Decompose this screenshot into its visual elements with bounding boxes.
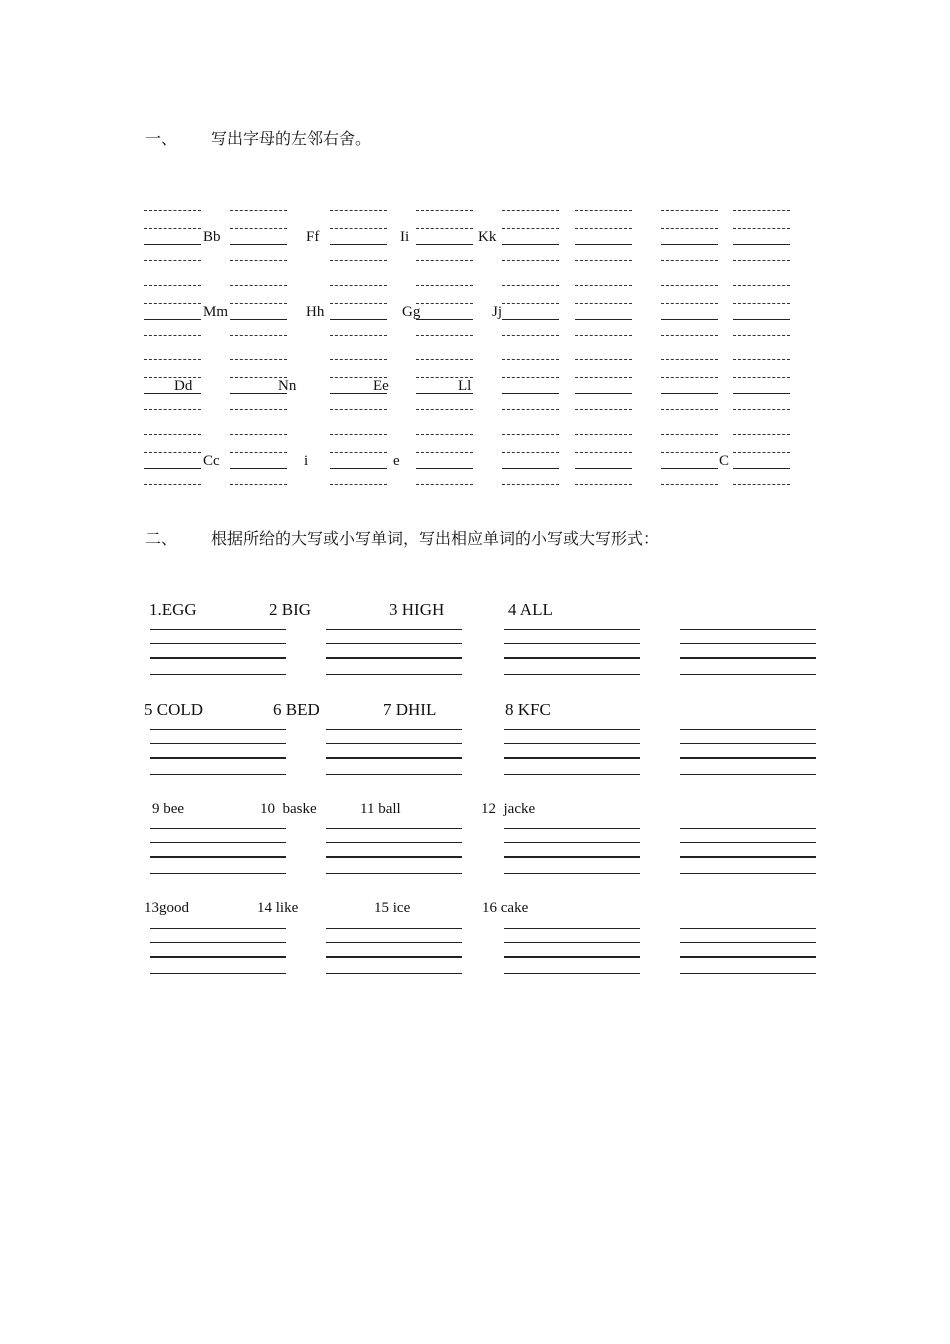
guide-line (661, 468, 718, 469)
word-label: 8 KFC (505, 700, 551, 719)
section-2-heading (145, 526, 659, 549)
word-label: 9 bee (152, 801, 185, 817)
word-writing-guide[interactable] (150, 928, 286, 978)
word-writing-guide[interactable] (150, 729, 286, 779)
letter-writing-guide[interactable] (502, 285, 559, 341)
guide-line (680, 856, 816, 858)
letter-writing-guide[interactable] (144, 285, 201, 341)
guide-line (504, 743, 640, 744)
guide-line (230, 484, 287, 485)
guide-line (661, 260, 718, 261)
letter-label: Kk (478, 229, 497, 245)
guide-line (150, 942, 286, 943)
guide-line (326, 729, 462, 730)
letter-writing-guide[interactable] (230, 210, 287, 266)
guide-line (330, 244, 387, 245)
letter-writing-guide[interactable] (144, 359, 201, 415)
guide-line (575, 260, 632, 261)
guide-line (326, 674, 462, 675)
guide-line (680, 757, 816, 759)
letter-writing-guide[interactable] (230, 434, 287, 490)
guide-line (504, 657, 640, 659)
guide-line (575, 359, 632, 360)
guide-line (150, 757, 286, 759)
word-label: 14 like (257, 900, 299, 916)
letter-label: Gg (402, 304, 421, 320)
guide-line (661, 484, 718, 485)
guide-line (326, 828, 462, 829)
guide-line (416, 434, 473, 435)
guide-line (733, 285, 790, 286)
letter-label: e (393, 453, 400, 469)
guide-line (680, 873, 816, 874)
guide-line (733, 303, 790, 304)
section-2-number: 二、 (145, 531, 178, 548)
guide-line (326, 743, 462, 744)
guide-line (680, 743, 816, 744)
word-label: 4 ALL (508, 600, 553, 619)
guide-line (502, 409, 559, 410)
guide-line (326, 856, 462, 858)
guide-line (680, 643, 816, 644)
word-writing-guide[interactable] (326, 629, 462, 679)
guide-line (575, 285, 632, 286)
word-label: 5 COLD (144, 700, 204, 719)
word-label: 10 baske (260, 801, 317, 817)
guide-line (733, 244, 790, 245)
letter-label: Bb (203, 229, 221, 245)
word-writing-guide[interactable] (150, 629, 286, 679)
guide-line (144, 244, 201, 245)
letter-label: C (719, 453, 730, 469)
letter-label: Jj (492, 304, 503, 320)
guide-line (230, 210, 287, 211)
guide-line (330, 335, 387, 336)
guide-line (230, 409, 287, 410)
guide-line (150, 629, 286, 630)
guide-line (144, 285, 201, 286)
word-label: 12 jacke (481, 801, 536, 817)
letter-writing-guide[interactable] (144, 210, 201, 266)
guide-line (326, 942, 462, 943)
guide-line (504, 757, 640, 759)
guide-line (144, 434, 201, 435)
guide-line (661, 393, 718, 394)
guide-line (504, 856, 640, 858)
guide-line (330, 452, 387, 453)
letter-writing-guide[interactable] (661, 210, 718, 266)
letter-label: i (304, 453, 309, 469)
guide-line (504, 973, 640, 974)
guide-line (575, 409, 632, 410)
guide-line (733, 409, 790, 410)
guide-line (502, 377, 559, 378)
guide-line (150, 643, 286, 644)
guide-line (144, 228, 201, 229)
guide-line (661, 210, 718, 211)
guide-line (150, 828, 286, 829)
guide-line (680, 629, 816, 630)
letter-writing-guide[interactable] (661, 359, 718, 415)
word-label: 7 DHIL (383, 700, 437, 719)
guide-line (330, 484, 387, 485)
guide-line (733, 452, 790, 453)
guide-line (502, 260, 559, 261)
guide-line (502, 319, 559, 320)
letter-label: Mm (203, 304, 229, 320)
letter-writing-guide[interactable] (575, 359, 632, 415)
guide-line (504, 842, 640, 843)
letter-writing-guide[interactable] (416, 210, 473, 266)
guide-line (416, 335, 473, 336)
letter-writing-guide[interactable] (416, 434, 473, 490)
guide-line (575, 434, 632, 435)
guide-line (230, 285, 287, 286)
guide-line (330, 409, 387, 410)
word-label: 15 ice (374, 900, 411, 916)
guide-line (502, 335, 559, 336)
guide-line (330, 285, 387, 286)
guide-line (230, 228, 287, 229)
guide-line (326, 956, 462, 958)
letter-writing-guide[interactable] (733, 210, 790, 266)
guide-line (416, 285, 473, 286)
section-1-heading (145, 126, 371, 149)
word-label: 2 BIG (269, 600, 312, 619)
word-writing-guide[interactable] (680, 928, 816, 978)
guide-line (150, 873, 286, 874)
guide-line (504, 674, 640, 675)
letter-writing-guide[interactable] (733, 434, 790, 490)
guide-line (230, 452, 287, 453)
letter-writing-guide[interactable] (330, 434, 387, 490)
word-writing-guide[interactable] (504, 928, 640, 978)
guide-line (330, 228, 387, 229)
letter-writing-guide[interactable] (230, 285, 287, 341)
letter-label: Hh (306, 304, 325, 320)
letter-writing-guide[interactable] (502, 359, 559, 415)
word-label: 3 HIGH (389, 600, 445, 619)
guide-line (144, 335, 201, 336)
guide-line (416, 260, 473, 261)
guide-line (144, 319, 201, 320)
guide-line (502, 468, 559, 469)
guide-line (230, 244, 287, 245)
guide-line (661, 244, 718, 245)
guide-line (575, 228, 632, 229)
guide-line (326, 657, 462, 659)
guide-line (680, 942, 816, 943)
guide-line (150, 657, 286, 659)
guide-line (330, 260, 387, 261)
guide-line (575, 244, 632, 245)
guide-line (680, 973, 816, 974)
letter-label: Dd (174, 378, 193, 394)
letter-label: Cc (203, 453, 220, 469)
guide-line (326, 629, 462, 630)
guide-line (330, 303, 387, 304)
word-writing-guide[interactable] (326, 828, 462, 878)
guide-line (661, 335, 718, 336)
guide-line (502, 303, 559, 304)
guide-line (326, 774, 462, 775)
guide-line (661, 434, 718, 435)
guide-line (680, 657, 816, 659)
word-label: 1.EGG (149, 600, 197, 619)
letter-writing-guide[interactable] (733, 359, 790, 415)
guide-line (502, 210, 559, 211)
guide-line (733, 319, 790, 320)
guide-line (733, 335, 790, 336)
guide-line (733, 484, 790, 485)
guide-line (416, 228, 473, 229)
guide-line (416, 303, 473, 304)
guide-line (230, 303, 287, 304)
letter-writing-guide[interactable] (575, 210, 632, 266)
guide-line (575, 452, 632, 453)
letter-label: Ff (306, 229, 320, 245)
guide-line (575, 393, 632, 394)
guide-line (144, 484, 201, 485)
word-writing-guide[interactable] (680, 828, 816, 878)
guide-line (150, 674, 286, 675)
word-label: 6 BED (273, 700, 320, 719)
guide-line (502, 359, 559, 360)
guide-line (150, 729, 286, 730)
guide-line (416, 452, 473, 453)
guide-line (661, 359, 718, 360)
guide-line (150, 774, 286, 775)
word-writing-guide[interactable] (326, 928, 462, 978)
guide-line (680, 956, 816, 958)
guide-line (504, 774, 640, 775)
word-label: 11 ball (360, 801, 401, 817)
guide-line (733, 393, 790, 394)
letter-writing-guide[interactable] (575, 285, 632, 341)
guide-line (575, 319, 632, 320)
guide-line (733, 377, 790, 378)
guide-line (326, 842, 462, 843)
letter-writing-guide[interactable] (502, 210, 559, 266)
guide-line (150, 856, 286, 858)
guide-line (680, 928, 816, 929)
guide-line (416, 409, 473, 410)
guide-line (230, 319, 287, 320)
guide-line (416, 210, 473, 211)
guide-line (733, 468, 790, 469)
guide-line (330, 359, 387, 360)
guide-line (502, 228, 559, 229)
guide-line (144, 210, 201, 211)
guide-line (230, 359, 287, 360)
guide-line (575, 303, 632, 304)
guide-line (661, 409, 718, 410)
guide-line (733, 210, 790, 211)
guide-line (661, 319, 718, 320)
guide-line (680, 842, 816, 843)
guide-line (326, 643, 462, 644)
word-writing-guide[interactable] (150, 828, 286, 878)
guide-line (504, 828, 640, 829)
letter-label: Ii (400, 229, 410, 245)
guide-line (504, 956, 640, 958)
guide-line (144, 468, 201, 469)
guide-line (504, 643, 640, 644)
guide-line (680, 674, 816, 675)
guide-line (326, 928, 462, 929)
letter-writing-guide[interactable] (144, 434, 201, 490)
guide-line (150, 973, 286, 974)
section-1-number: 一、 (145, 131, 178, 148)
guide-line (733, 228, 790, 229)
guide-line (502, 484, 559, 485)
guide-line (661, 452, 718, 453)
guide-line (680, 774, 816, 775)
letter-label: Nn (278, 378, 297, 394)
guide-line (502, 393, 559, 394)
guide-line (150, 928, 286, 929)
guide-line (416, 484, 473, 485)
guide-line (416, 359, 473, 360)
guide-line (575, 377, 632, 378)
guide-line (575, 335, 632, 336)
section-1-title: 写出字母的左邻右舍。 (211, 131, 372, 148)
letter-writing-guide[interactable] (502, 434, 559, 490)
guide-line (733, 434, 790, 435)
guide-line (504, 928, 640, 929)
guide-line (416, 244, 473, 245)
guide-line (144, 393, 201, 394)
guide-line (230, 434, 287, 435)
word-label: 13good (144, 900, 189, 916)
letter-writing-guide[interactable] (416, 285, 473, 341)
guide-line (502, 452, 559, 453)
guide-line (661, 228, 718, 229)
word-writing-guide[interactable] (504, 828, 640, 878)
guide-line (416, 319, 473, 320)
guide-line (150, 842, 286, 843)
word-writing-guide[interactable] (680, 629, 816, 679)
guide-line (144, 409, 201, 410)
letter-label: Ee (373, 378, 389, 394)
letter-writing-guide[interactable] (661, 434, 718, 490)
guide-line (326, 873, 462, 874)
guide-line (326, 757, 462, 759)
guide-line (150, 743, 286, 744)
guide-line (144, 452, 201, 453)
guide-line (502, 285, 559, 286)
guide-line (144, 260, 201, 261)
word-writing-guide[interactable] (504, 729, 640, 779)
guide-line (144, 359, 201, 360)
guide-line (502, 244, 559, 245)
guide-line (661, 303, 718, 304)
guide-line (504, 873, 640, 874)
guide-line (504, 729, 640, 730)
guide-line (330, 210, 387, 211)
guide-line (330, 468, 387, 469)
letter-writing-guide[interactable] (575, 434, 632, 490)
guide-line (680, 828, 816, 829)
guide-line (330, 434, 387, 435)
word-writing-guide[interactable] (504, 629, 640, 679)
guide-line (230, 335, 287, 336)
guide-line (733, 359, 790, 360)
guide-line (230, 260, 287, 261)
guide-line (575, 484, 632, 485)
guide-line (661, 285, 718, 286)
guide-line (144, 377, 201, 378)
section-2-title: 根据所给的大写或小写单词，写出相应单词的小写或大写形式： (211, 531, 660, 548)
guide-line (575, 210, 632, 211)
guide-line (330, 319, 387, 320)
guide-line (680, 729, 816, 730)
word-writing-guide[interactable] (326, 729, 462, 779)
letter-writing-guide[interactable] (661, 285, 718, 341)
letter-label: Ll (458, 378, 472, 394)
guide-line (230, 468, 287, 469)
letter-writing-guide[interactable] (330, 285, 387, 341)
guide-line (733, 260, 790, 261)
guide-line (416, 468, 473, 469)
guide-line (504, 629, 640, 630)
guide-line (326, 973, 462, 974)
guide-line (144, 303, 201, 304)
letter-writing-guide[interactable] (733, 285, 790, 341)
guide-line (575, 468, 632, 469)
letter-writing-guide[interactable] (330, 210, 387, 266)
guide-line (661, 377, 718, 378)
guide-line (502, 434, 559, 435)
word-label: 16 cake (482, 900, 529, 916)
word-writing-guide[interactable] (680, 729, 816, 779)
guide-line (504, 942, 640, 943)
guide-line (150, 956, 286, 958)
